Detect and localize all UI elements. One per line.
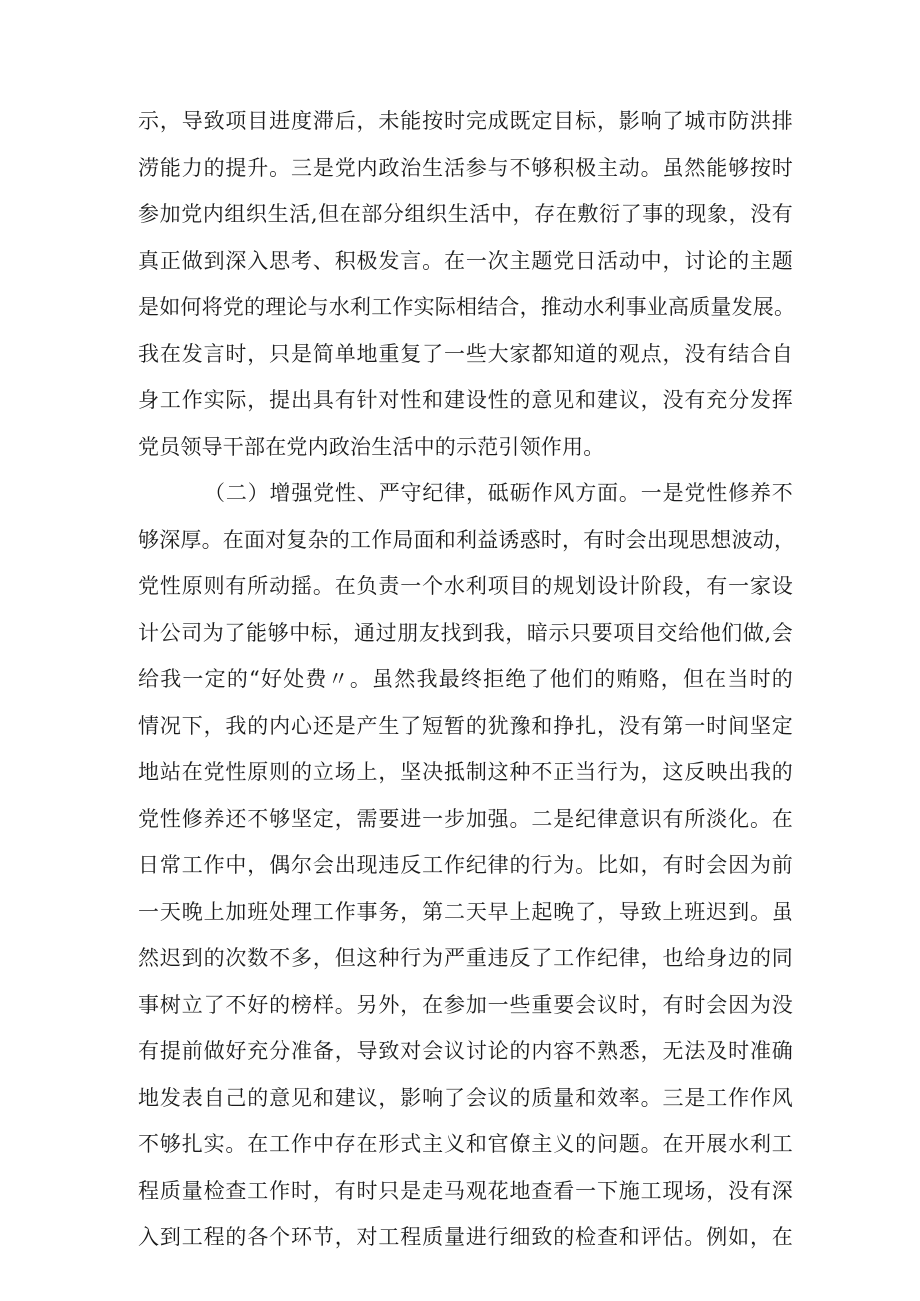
text-line: 有提前做好充分准备，导致对会议讨论的内容不熟悉，无法及时准确 bbox=[138, 1039, 793, 1063]
text-line: 党员领导干部在党内政治生活中的示范引领作用。 bbox=[138, 434, 605, 459]
text-line: 日常工作中，偶尔会出现违反工作纪律的行为。比如，有时会因为前 bbox=[138, 853, 793, 877]
text-line: 给我一定的“好处费〃。虽然我最终拒绝了他们的贿赂，但在当时的 bbox=[138, 667, 793, 691]
text-line: 我在发言时，只是简单地重复了一些大家都知道的观点，没有结合自 bbox=[138, 341, 793, 366]
text-line: 身工作实际，提出具有针对性和建设性的意见和建议，没有充分发挥 bbox=[138, 388, 793, 412]
text-line: 然迟到的次数不多，但这种行为严重违反了工作纪律，也给身边的同 bbox=[138, 946, 793, 970]
text-line: 党性修养还不够坚定，需要进一步加强。二是纪律意识有所淡化。在 bbox=[138, 806, 793, 831]
text-line: 事树立了不好的榜样。另外，在参加一些重要会议时，有时会因为没 bbox=[138, 992, 793, 1017]
text-line: 参加党内组织生活,但在部分组织生活中，存在敷衍了事的现象，没有 bbox=[138, 202, 793, 226]
text-line: 涝能力的提升。三是党内政治生活参与不够积极主动。虽然能够按时 bbox=[138, 155, 793, 180]
text-line: 是如何将党的理论与水利工作实际相结合，推动水利事业高质量发展。 bbox=[138, 295, 796, 319]
text-line: 入到工程的各个环节，对工程质量进行细致的检查和评估。例如，在 bbox=[138, 1225, 793, 1249]
text-line: 一天晚上加班处理工作事务，第二天早上起晚了，导致上班迟到。虽 bbox=[138, 899, 793, 924]
text-line: 计公司为了能够中标，通过朋友找到我，暗示只要项目交给他们做,会 bbox=[138, 620, 793, 645]
section-heading-line: （二）增强党性、严守纪律，砥砺作风方面。一是党性修养不 bbox=[204, 481, 793, 505]
text-line: 地站在党性原则的立场上，坚决抵制这种不正当行为，这反映出我的 bbox=[138, 760, 793, 784]
text-line: 程质量检查工作时，有时只是走马观花地查看一下施工现场，没有深 bbox=[138, 1178, 793, 1203]
text-line: 真正做到深入思考、积极发言。在一次主题党日活动中，讨论的主题 bbox=[138, 248, 793, 273]
text-line: 情况下，我的内心还是产生了短暂的犹豫和挣扎，没有第一时间坚定 bbox=[138, 713, 793, 738]
text-line: 示，导致项目进度滞后，未能按时完成既定目标，影响了城市防洪排 bbox=[138, 109, 793, 133]
text-line: 地发表自己的意见和建议，影响了会议的质量和效率。三是工作作风 bbox=[138, 1085, 793, 1110]
text-line: 够深厚。在面对复杂的工作局面和利益诱惑时，有时会出现思想波动， bbox=[138, 527, 796, 552]
text-line: 不够扎实。在工作中存在形式主义和官僚主义的问题。在开展水利工 bbox=[138, 1132, 793, 1156]
document-body bbox=[138, 98, 796, 1261]
text-line: 党性原则有所动摇。在负责一个水利项目的规划设计阶段，有一家设 bbox=[138, 574, 793, 598]
